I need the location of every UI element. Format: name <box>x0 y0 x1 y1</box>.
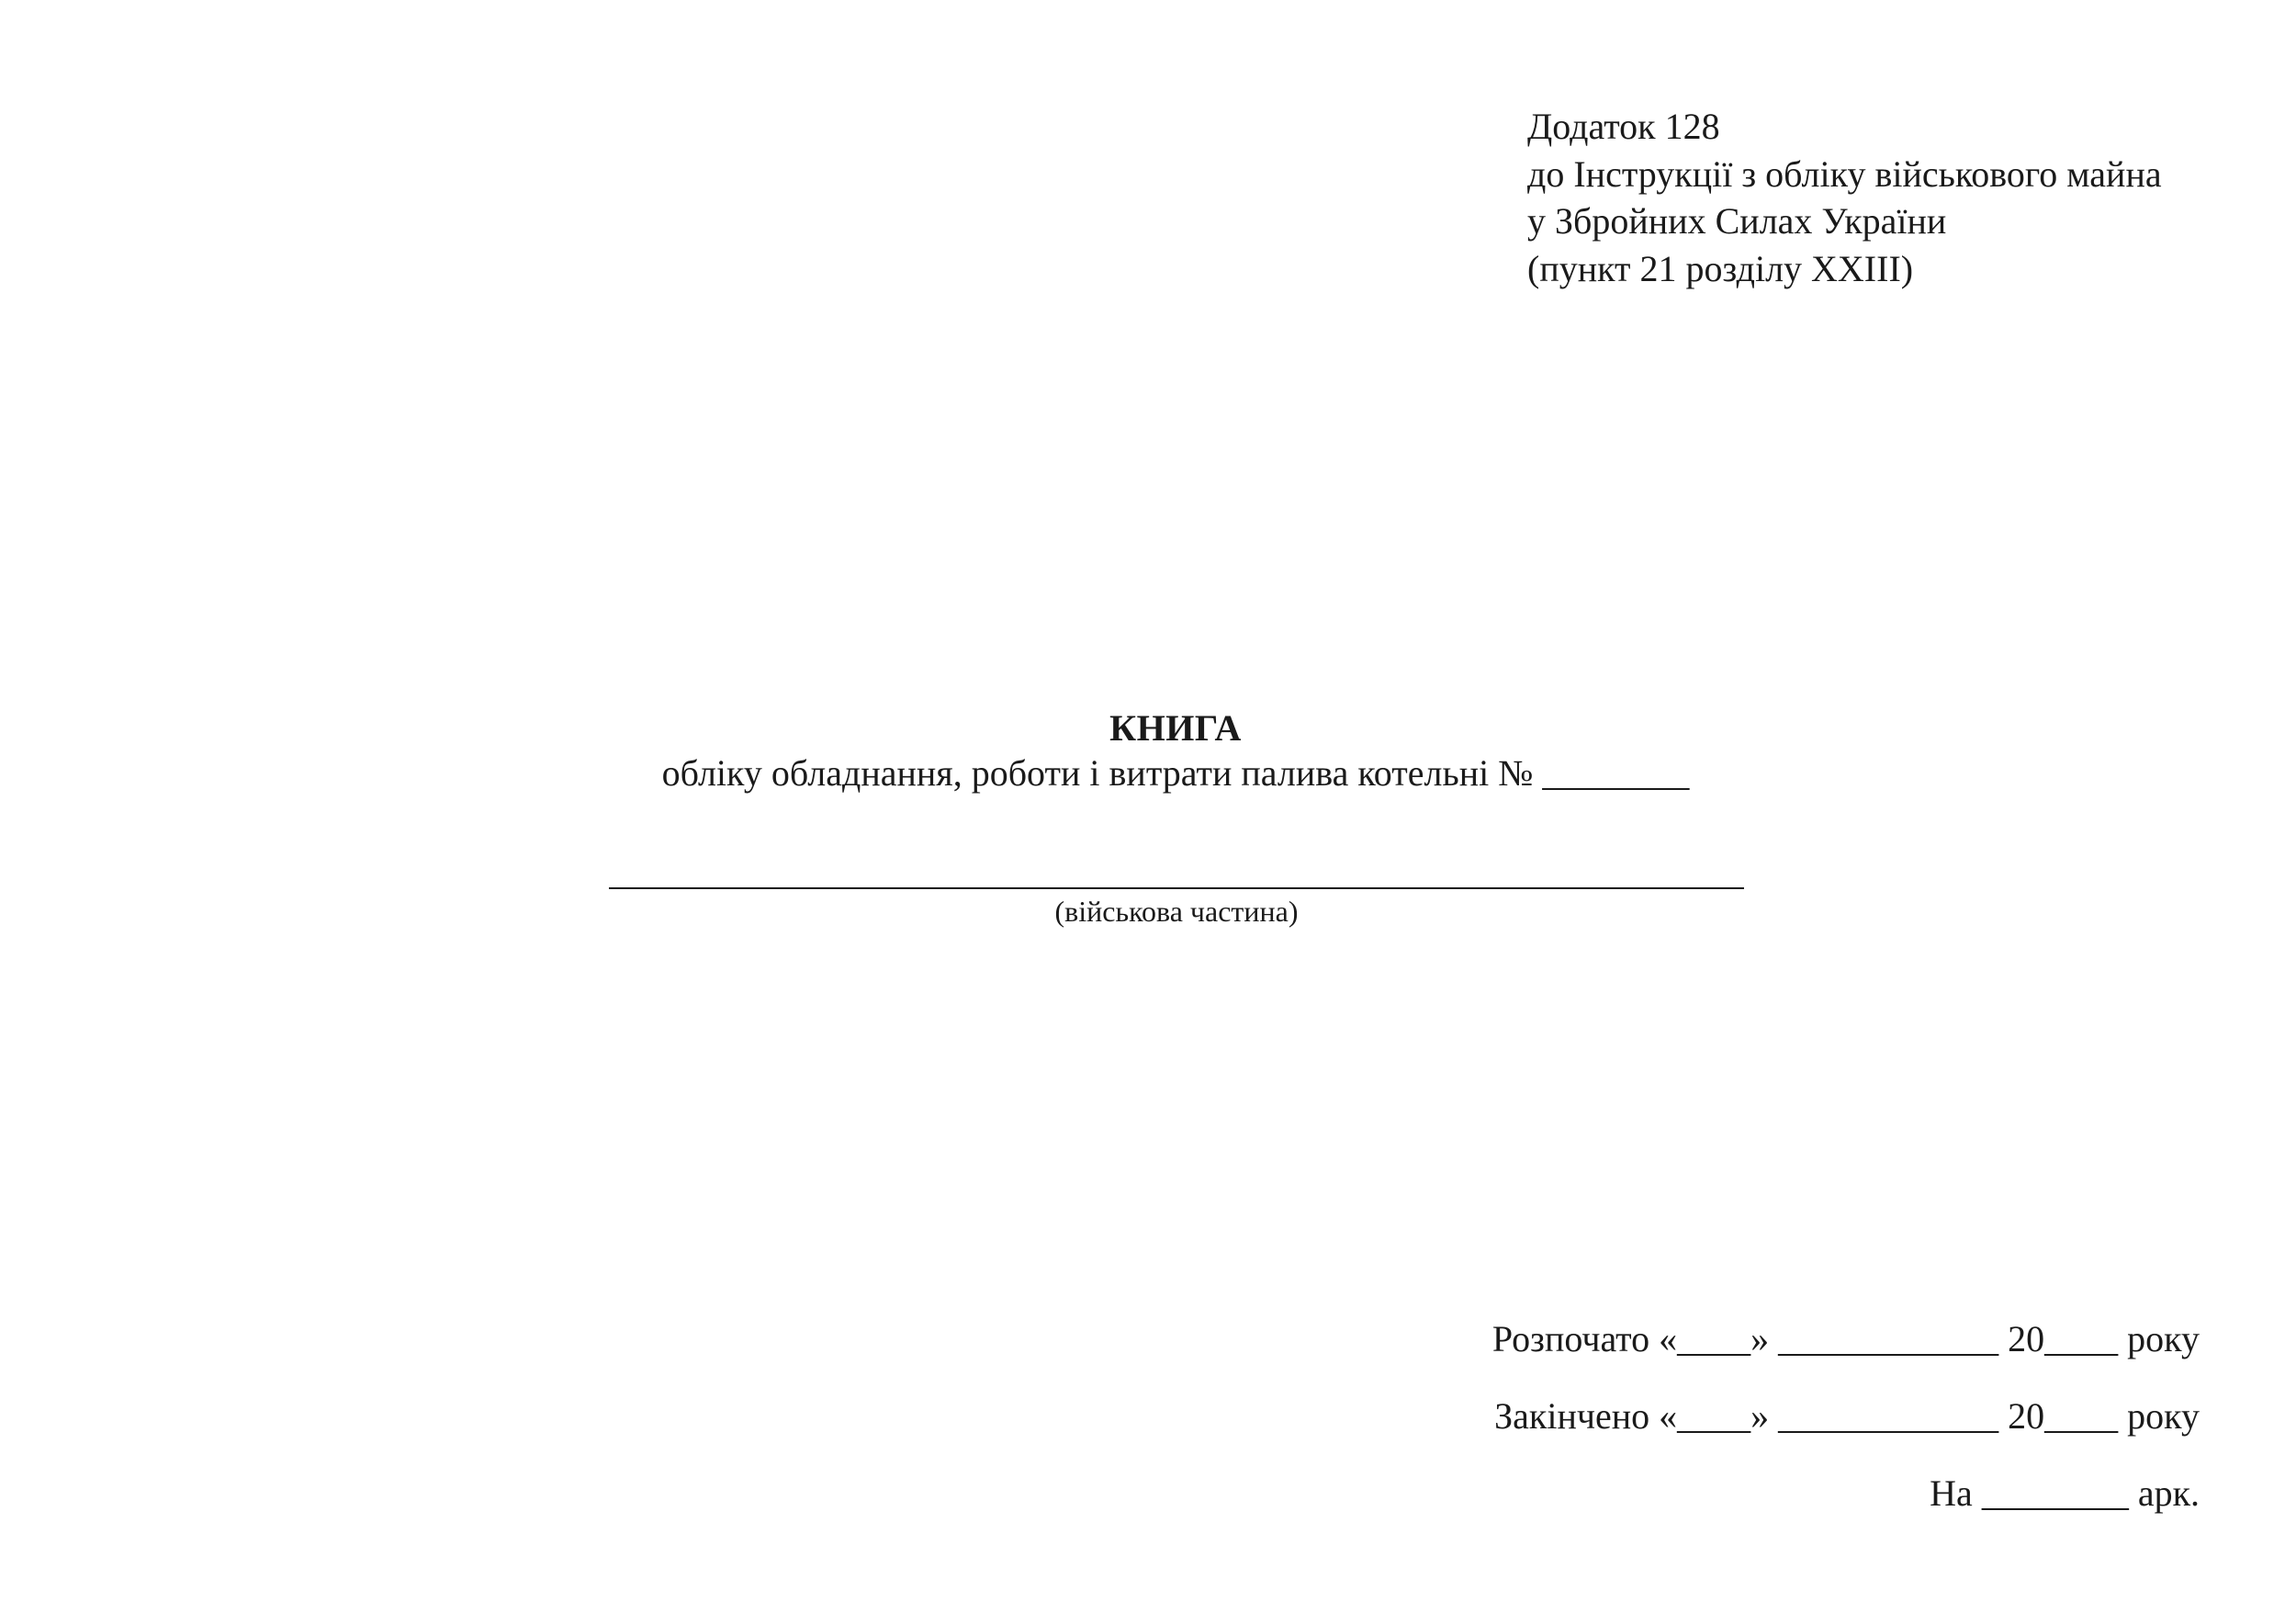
appendix-section: (пункт 21 розділу XXIII) <box>1527 247 1914 289</box>
book-title: КНИГА <box>1109 707 1242 749</box>
military-unit-line <box>609 887 1744 889</box>
military-unit-caption: (військова частина) <box>1054 895 1299 928</box>
dates-block <box>1492 1314 2200 1545</box>
book-subtitle: обліку обладнання, роботи і витрати палива котельні № ________ <box>661 752 1690 794</box>
sheets-count-line: На ________ арк. <box>1930 1472 2200 1514</box>
appendix-reference <box>1527 103 2162 292</box>
appendix-armed-forces: у Збройних Силах України <box>1527 200 1947 242</box>
finished-date-line: Закінчено «____» ____________ 20____ року <box>1494 1395 2200 1437</box>
started-date-line: Розпочато «____» ____________ 20____ року <box>1491 1318 2200 1359</box>
appendix-number: Додаток 128 <box>1527 106 1720 147</box>
appendix-instruction: до Інструкції з обліку військового майна <box>1527 152 2162 195</box>
book-title-block <box>0 707 2296 797</box>
